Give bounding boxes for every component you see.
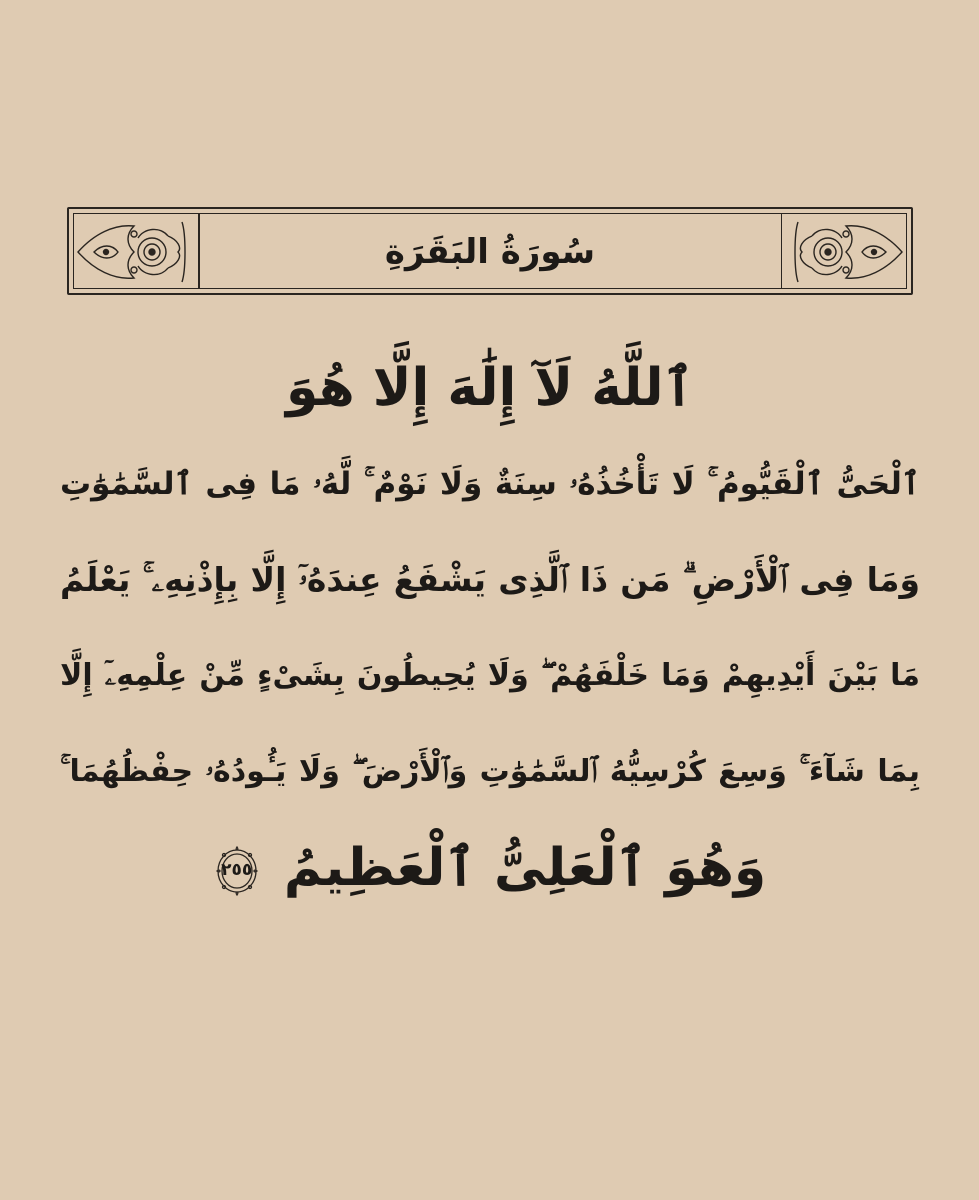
surah-header-frame (67, 207, 913, 295)
right-divider (781, 214, 783, 288)
right-floral-ornament-icon (786, 214, 906, 290)
ayah-end-marker (214, 845, 260, 897)
verse-line-2: ٱلْحَىُّ ٱلْقَيُّومُ ۚ لَا تَأْخُذُهُۥ سِنَةٌ وَلَا نَوْمٌ ۚ لَّهُۥ مَا فِى ٱلسَّمَٰوَٰتِ (60, 466, 920, 502)
verse-line-5: بِمَا شَآءَ ۚ وَسِعَ كُرْسِيُّهُ ٱلسَّمَٰوَٰتِ وَٱلْأَرْضَ ۖ وَلَا يَـُٔودُهُۥ حِفْظُهُمَا ۚ (60, 754, 920, 789)
verse-line-6 (60, 820, 920, 916)
ayah-number: ٢٥٥ (221, 860, 253, 880)
verse-line-1: ٱللَّهُ لَآ إِلَٰهَ إِلَّا هُوَ (286, 358, 694, 418)
ayat-al-kursi-verse (60, 340, 920, 916)
surah-header-inner-border (73, 213, 907, 289)
verse-line-6-text: وَهُوَ ٱلْعَلِىُّ ٱلْعَظِيمُ (283, 838, 767, 898)
verse-line-3: وَمَا فِى ٱلْأَرْضِ ۗ مَن ذَا ٱلَّذِى يَشْفَعُ عِندَهُۥٓ إِلَّا بِإِذْنِهِۦ ۚ يَعْلَمُ (60, 560, 920, 599)
surah-title: سُورَةُ البَقَرَةِ (384, 232, 596, 272)
verse-line-4: مَا بَيْنَ أَيْدِيهِمْ وَمَا خَلْفَهُمْ ۖ وَلَا يُحِيطُونَ بِشَىْءٍ مِّنْ عِلْمِهِۦٓ إِلَّا (60, 658, 920, 693)
